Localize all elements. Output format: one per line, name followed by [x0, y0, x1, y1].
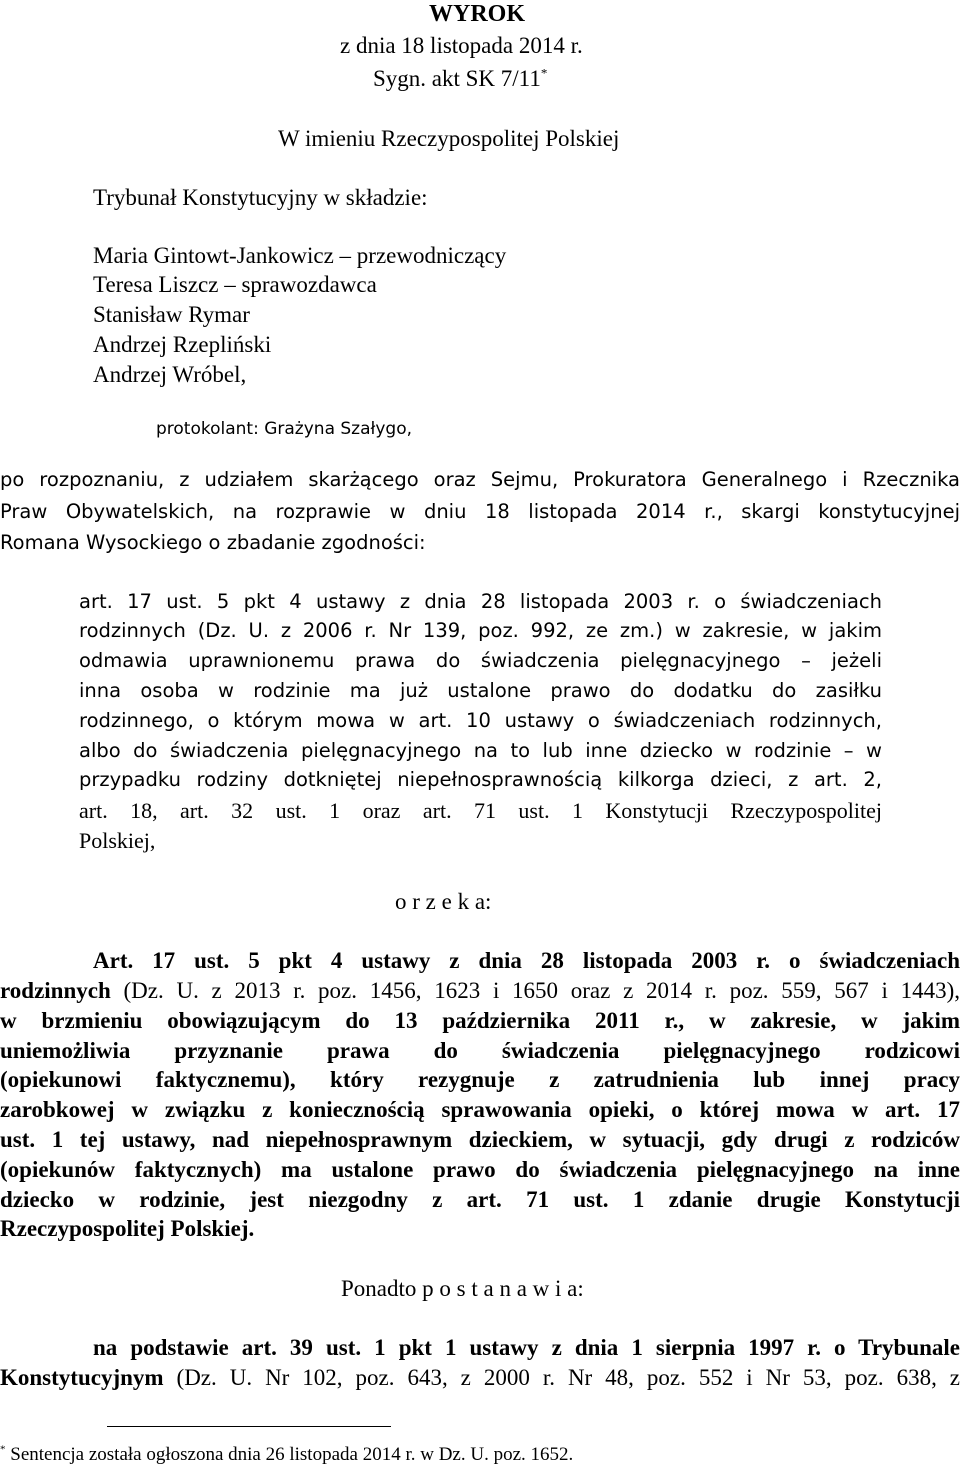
ruling-line: uniemożliwia przyznanie prawa do świadczenia pielęgnacyjnego rodzicowi — [0, 1038, 960, 1063]
ruling-text-normal: (Dz. U. z 2013 r. poz. 1456, 1623 i 1650 oraz z 2014 r. poz. 559, 567 i 1443), — [110, 978, 960, 1003]
question-line: albo do świadczenia pielęgnacyjnego na to lub inne dziecko w rodzinie – w — [79, 739, 882, 762]
ruling-line: dziecko w rodzinie, jest niezgodny z art. 71 ust. 1 zdanie drugie Konstytucji — [0, 1187, 960, 1212]
judge-line: Teresa Liszcz – sprawozdawca — [93, 272, 377, 297]
in-the-name-line: W imieniu Rzeczypospolitej Polskiej — [278, 126, 620, 151]
footnote-text: Sentencja została ogłoszona dnia 26 listopada 2014 r. w Dz. U. poz. 1652. — [5, 1444, 574, 1465]
composition-heading: Trybunał Konstytucyjny w składzie: — [93, 185, 428, 210]
ruling-line: (opiekunów faktycznych) ma ustalone prawo do świadczenia pielęgnacyjnego na inne — [0, 1157, 960, 1182]
judge-line: Andrzej Wróbel, — [93, 362, 247, 387]
question-line: art. 17 ust. 5 pkt 4 ustawy z dnia 28 listopada 2003 r. o świadczeniach — [79, 590, 882, 613]
case-number — [373, 67, 547, 90]
ruling-text-bold: rodzinnych — [0, 978, 111, 1003]
resolution-text-bold: Konstytucyjnym — [0, 1365, 164, 1390]
question-line: Polskiej, — [79, 828, 156, 853]
footnote-mark: * — [0, 1443, 6, 1456]
resolution-heading: Ponadto p o s t a n a w i a: — [341, 1276, 584, 1301]
footnote-mark: * — [540, 65, 548, 81]
ruling-line: Rzeczypospolitej Polskiej. — [0, 1216, 255, 1241]
judge-line: Stanisław Rymar — [93, 302, 250, 327]
question-line: przypadku rodziny dotkniętej niepełnosprawnością kilkorga dzieci, z art. 2, — [79, 768, 882, 791]
ruling-line: Art. 17 ust. 5 pkt 4 ustawy z dnia 28 listopada 2003 r. o świadczeniach — [93, 948, 960, 973]
judgment-date: z dnia 18 listopada 2014 r. — [340, 33, 583, 58]
ruling-line: w brzmieniu obowiązującym do 13 października 2011 r., w zakresie, w jakim — [0, 1008, 960, 1033]
ruling-heading: o r z e k a: — [395, 889, 492, 914]
question-line: rodzinnych (Dz. U. z 2006 r. Nr 139, poz. 992, ze zm.) w zakresie, w jakim — [79, 619, 882, 642]
resolution-line: na podstawie art. 39 ust. 1 pkt 1 ustawy z dnia 1 sierpnia 1997 r. o Trybunale — [93, 1335, 960, 1360]
document-title: WYROK — [429, 1, 525, 27]
ruling-line: ust. 1 tej ustawy, nad niepełnosprawnym dzieckiem, w sytuacji, gdy drugi z rodziców — [0, 1127, 960, 1152]
proceedings-line: po rozpoznaniu, z udziałem skarżącego oraz Sejmu, Prokuratora Generalnego i Rzecznika — [0, 468, 960, 491]
question-line: art. 18, art. 32 ust. 1 oraz art. 71 ust. 1 Konstytucji Rzeczypospolitej — [79, 798, 882, 823]
ruling-line: zarobkowej w związku z koniecznością sprawowania opieki, o której mowa w art. 17 — [0, 1097, 960, 1122]
question-line: inna osoba w rodzinie ma już ustalone prawo do dodatku do zasiłku — [79, 679, 882, 702]
resolution-text-normal: (Dz. U. Nr 102, poz. 643, z 2000 r. Nr 48, poz. 552 i Nr 53, poz. 638, z — [163, 1365, 960, 1390]
judge-line: Andrzej Rzepliński — [93, 332, 272, 357]
judge-line: Maria Gintowt-Jankowicz – przewodniczący — [93, 243, 507, 268]
clerk-line: protokolant: Grażyna Szałygo, — [156, 419, 413, 439]
ruling-line — [0, 979, 960, 1002]
case-number-text: Sygn. akt SK 7/11 — [373, 66, 541, 91]
proceedings-line: Romana Wysockiego o zbadanie zgodności: — [0, 531, 426, 554]
footnote-separator — [107, 1426, 391, 1427]
question-line: odmawia uprawnionemu prawa do świadczenia pielęgnacyjnego – jeżeli — [79, 649, 882, 672]
footnote — [0, 1445, 573, 1464]
ruling-line: (opiekunowi faktycznemu), który rezygnuje z zatrudnienia lub innej pracy — [0, 1067, 960, 1092]
question-line: rodzinnego, o którym mowa w art. 10 ustawy o świadczeniach rodzinnych, — [79, 709, 882, 732]
proceedings-line: Praw Obywatelskich, na rozprawie w dniu 18 listopada 2014 r., skargi konstytucyjnej — [0, 500, 960, 523]
resolution-line — [0, 1366, 960, 1389]
